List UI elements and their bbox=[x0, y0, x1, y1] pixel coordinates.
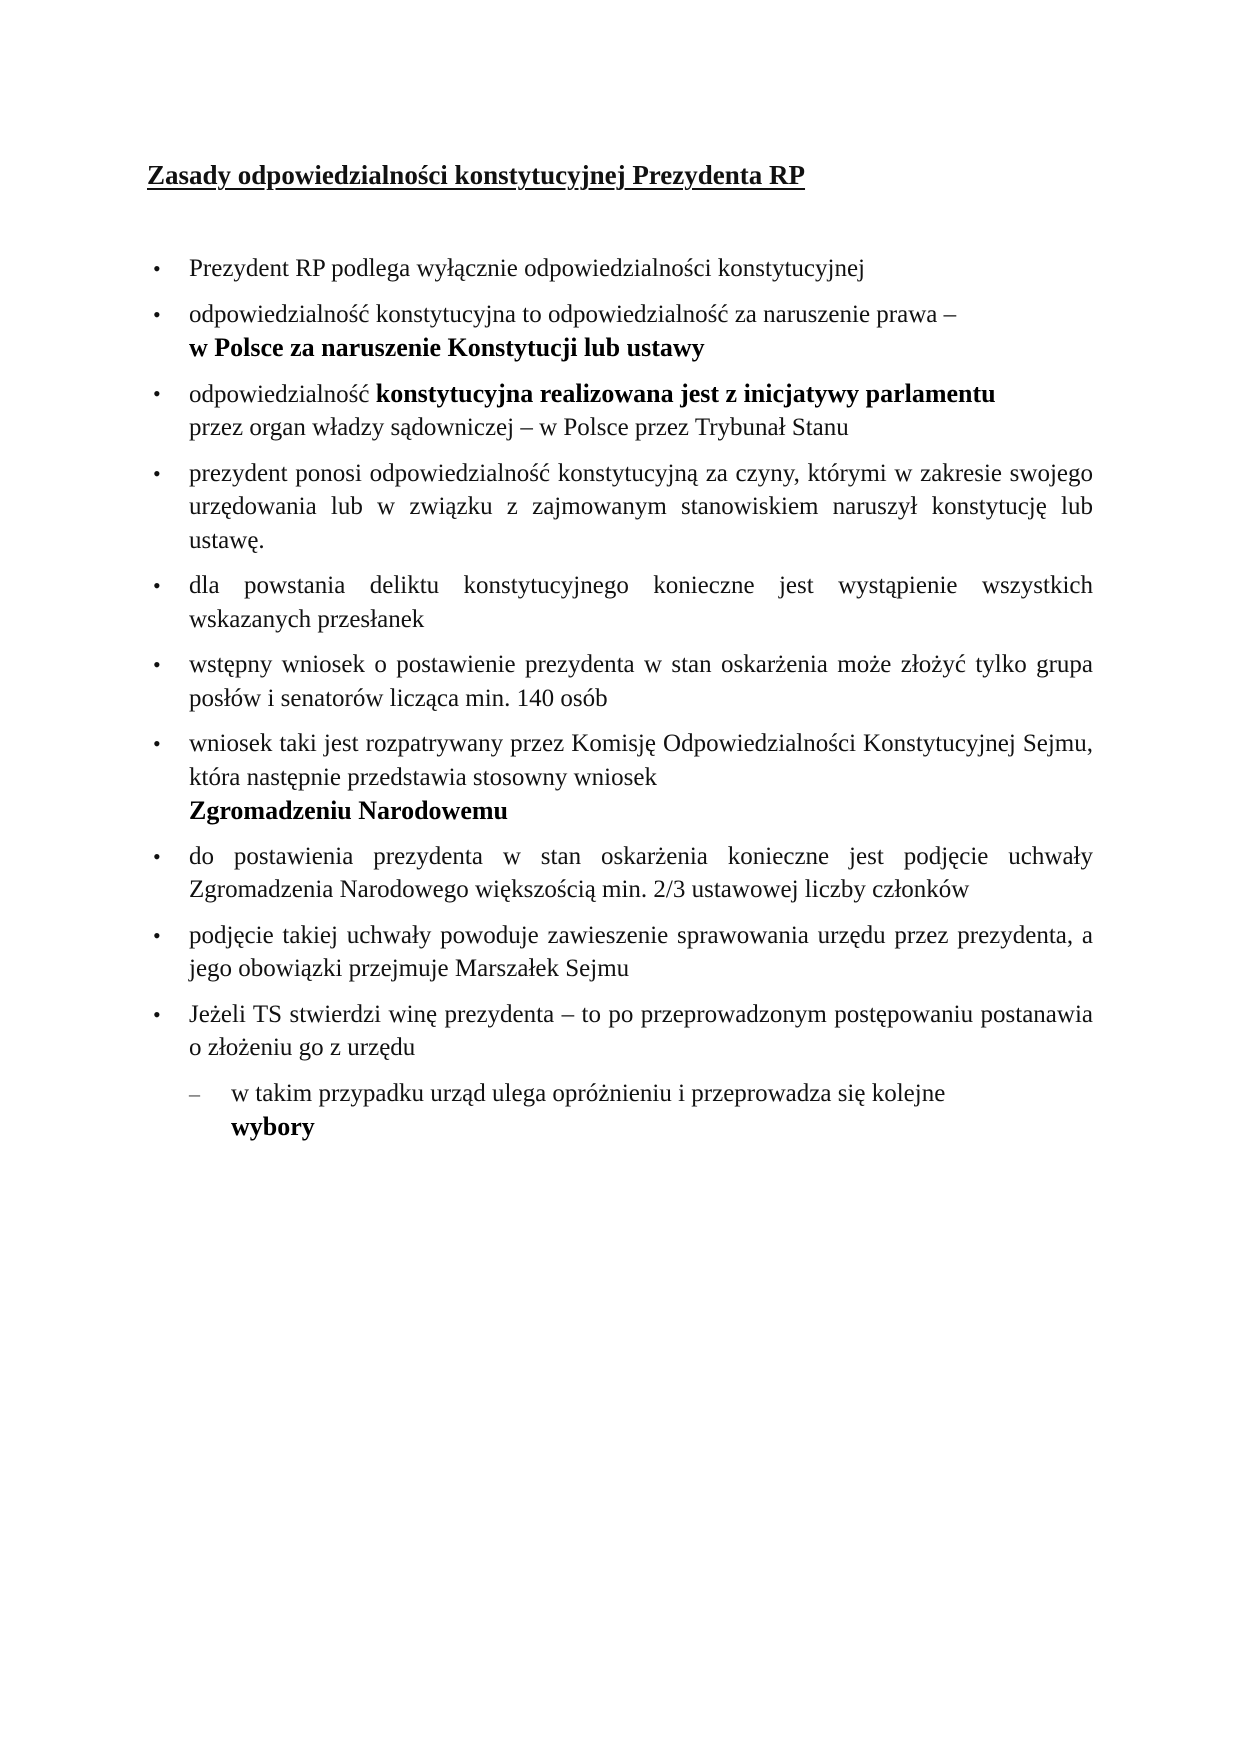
list-item bbox=[147, 298, 1093, 365]
list-item bbox=[147, 727, 1093, 828]
list-item-text: Jeżeli TS stwierdzi winę prezydenta – to po przeprowadzonym postępowaniu postanawia o złożeniu go z urzędu bbox=[189, 1000, 1093, 1061]
sub-list-item-text: w takim przypadku urząd ulega opróżnieniu i przeprowadza się kolejne bbox=[231, 1079, 946, 1107]
list-item-emphasis: w Polsce za naruszenie Konstytucji lub ustawy bbox=[189, 333, 705, 362]
list-item-text: prezydent ponosi odpowiedzialność konstytucyjną za czyny, którymi w zakresie swojego urzędowania lub w związku z zajmowanym stanowiskiem naruszył konstytucję lub ustawę. bbox=[189, 459, 1093, 554]
list-item-emphasis: Zgromadzeniu Narodowemu bbox=[189, 796, 508, 825]
bullet-list bbox=[147, 252, 1093, 1156]
list-item bbox=[147, 457, 1093, 558]
list-item-emphasis: konstytucyjna realizowana jest z inicjatywy parlamentu bbox=[375, 378, 996, 408]
list-item-text: do postawienia prezydenta w stan oskarżenia konieczne jest podjęcie uchwały Zgromadzenia Narodowego większością min. 2/3 ustawowej liczby członków bbox=[189, 842, 1093, 903]
bullet-icon: • bbox=[153, 731, 161, 756]
bullet-icon: • bbox=[153, 460, 161, 486]
list-item-text: wniosek taki jest rozpatrywany przez Komisję Odpowiedzialności Konstytucyjnej Sejmu, która następnie przedstawia stosowny wniosek bbox=[189, 730, 1093, 791]
bullet-icon: • bbox=[153, 573, 161, 598]
list-item-text: przez organ władzy sądowniczej – w Polsce przez Trybunał Stanu bbox=[189, 414, 849, 441]
bullet-icon: • bbox=[153, 301, 161, 327]
bullet-icon: • bbox=[153, 652, 161, 677]
list-item bbox=[147, 648, 1093, 715]
bullet-icon: • bbox=[153, 1001, 161, 1027]
list-item bbox=[147, 840, 1093, 907]
list-item bbox=[147, 919, 1093, 986]
list-item bbox=[147, 377, 1093, 445]
list-item-text: podjęcie takiej uchwały powoduje zawieszenie sprawowania urzędu przez prezydenta, a jego obowiązki przejmuje Marszałek Sejmu bbox=[189, 921, 1093, 982]
list-item-text: odpowiedzialność bbox=[189, 380, 370, 408]
list-item-text: dla powstania deliktu konstytucyjnego konieczne jest wystąpienie wszystkich wskazanych przesłanek bbox=[189, 572, 1093, 633]
list-item-text: wstępny wniosek o postawienie prezydenta w stan oskarżenia może złożyć tylko grupa posłów i senatorów licząca min. 140 osób bbox=[189, 651, 1093, 712]
bullet-icon: • bbox=[153, 256, 161, 281]
list-item bbox=[147, 252, 1093, 286]
list-item-text: odpowiedzialność konstytucyjna to odpowiedzialność za naruszenie prawa – bbox=[189, 300, 957, 328]
sub-list-item bbox=[189, 1077, 1093, 1144]
bullet-icon: • bbox=[153, 380, 161, 406]
list-item bbox=[147, 998, 1093, 1144]
list-item bbox=[147, 569, 1093, 636]
sub-list-item-emphasis: wybory bbox=[231, 1112, 315, 1141]
bullet-icon: • bbox=[153, 843, 161, 869]
document-title: Zasady odpowiedzialności konstytucyjnej Prezydenta RP bbox=[147, 160, 806, 190]
bullet-icon: • bbox=[153, 922, 161, 948]
list-item-text: Prezydent RP podlega wyłącznie odpowiedzialności konstytucyjnej bbox=[189, 255, 865, 282]
dash-icon: – bbox=[189, 1080, 200, 1106]
